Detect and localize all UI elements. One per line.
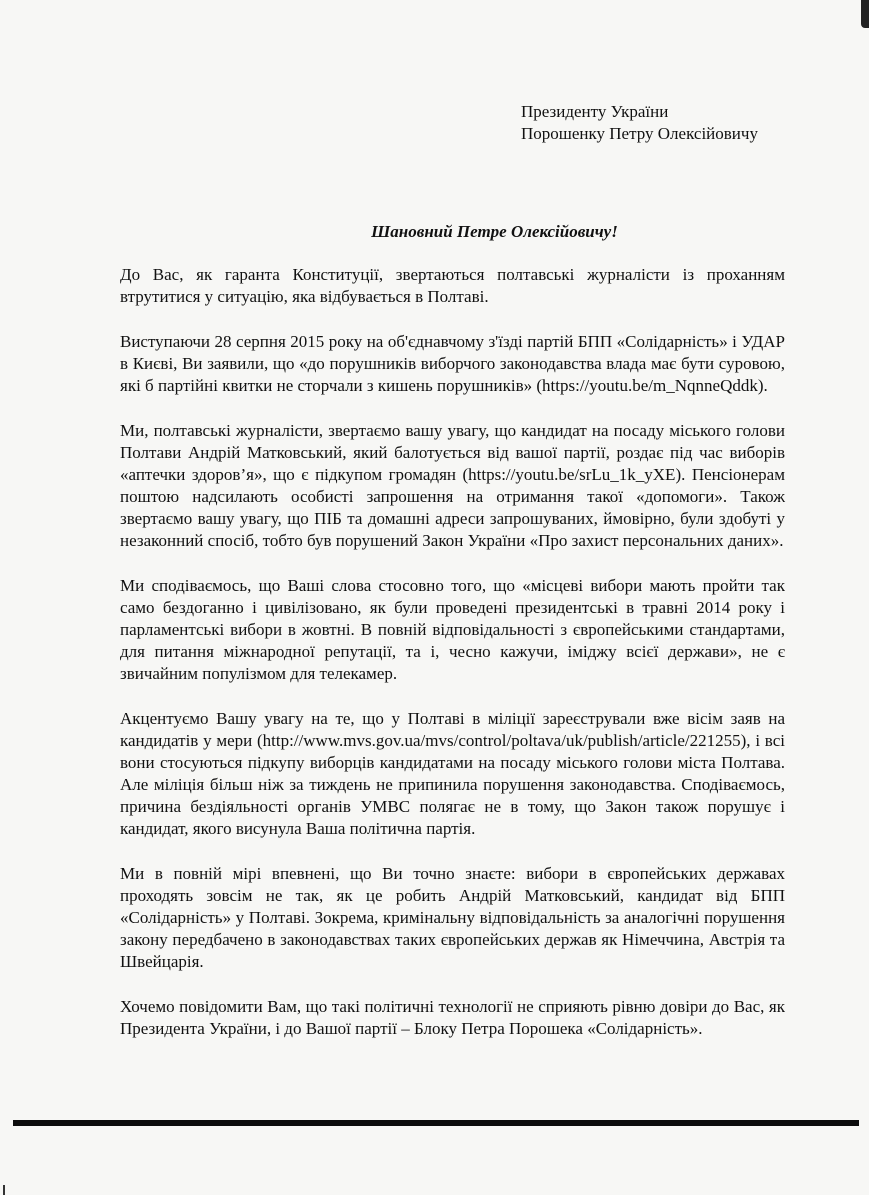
paragraph-5: Акцентуємо Вашу увагу на те, що у Полтаві в міліції зареєстрували вже вісім заяв на кандидатів у мери (http://www.mvs.gov.ua/mvs/control/poltava/uk/publish/article/221255), і всі вони стосуються підкупу виборців кандидатами на посаду міського голови міста Полтава. Але міліція більш ніж за тиждень не припинила порушення законодавства. Сподіваємось, причина бездіяльності органів УМВС полягає не в тому, що Закон також порушує і кандидат, якого висунула Ваша політична партія.	[120, 709, 785, 838]
salutation: Шановний Петре Олексійовичу!	[371, 222, 618, 241]
addressee-line-1: Президенту України	[521, 102, 669, 121]
paragraph-3: Ми, полтавські журналісти, звертаємо вашу увагу, що кандидат на посаду міського голови Полтави Андрій Матковський, який балотується від вашої партії, роздає під час виборів «аптечки здоров’я», що є підкупом громадян (https://youtu.be/srLu_1k_yXE). Пенсіонерам поштою надсилають особисті запрошення на отримання такої «допомоги». Також звертаємо вашу увагу, що ПІБ та домашні адреси запрошуваних, ймовірно, були здобуті у незаконний спосіб, тобто був порушений Закон України «Про захист персональних даних».	[120, 421, 785, 550]
scan-corner-mark	[861, 0, 869, 28]
letter-body	[120, 264, 785, 1063]
paragraph-4: Ми сподіваємось, що Ваші слова стосовно того, що «місцеві вибори мають пройти так само бездоганно і цивілізовано, як були проведені президентські в травні 2014 року і парламентські вибори в жовтні. В повній відповідальності з європейськими стандартами, для питання міжнародної репутації, та і, чесно кажучи, іміджу всієї держави», не є звичайним популізмом для телекамер.	[120, 576, 785, 683]
addressee-line-2: Порошенку Петру Олексійовичу	[521, 124, 758, 143]
paragraph-1: До Вас, як гаранта Конституції, звертаються полтавські журналісти із проханням втрутитися у ситуацію, яка відбувається в Полтаві.	[120, 265, 785, 306]
footer-rule	[13, 1120, 859, 1126]
scan-edge-mark	[3, 1185, 5, 1195]
paragraph-2: Виступаючи 28 серпня 2015 року на об'єднавчому з'їзді партій БПП «Солідарність» і УДАР в Києві, Ви заявили, що «до порушників виборчого законодавства влада має бути суровою, які б партійні квитки не сторчали з кишень порушників» (https://youtu.be/m_NqnneQddk).	[120, 332, 785, 395]
addressee-block	[521, 101, 758, 145]
paragraph-6: Ми в повній мірі впевнені, що Ви точно знаєте: вибори в європейських державах проходять зовсім не так, як це робить Андрій Матковський, кандидат від БПП «Солідарність» у Полтаві. Зокрема, кримінальну відповідальність за аналогічні порушення закону передбачено в законодавствах таких європейських держав як Німеччина, Австрія та Швейцарія.	[120, 864, 785, 971]
paragraph-7: Хочемо повідомити Вам, що такі політичні технології не сприяють рівню довіри до Вас, як Президента України, і до Вашої партії – Блоку Петра Порошека «Солідарність».	[120, 997, 785, 1038]
